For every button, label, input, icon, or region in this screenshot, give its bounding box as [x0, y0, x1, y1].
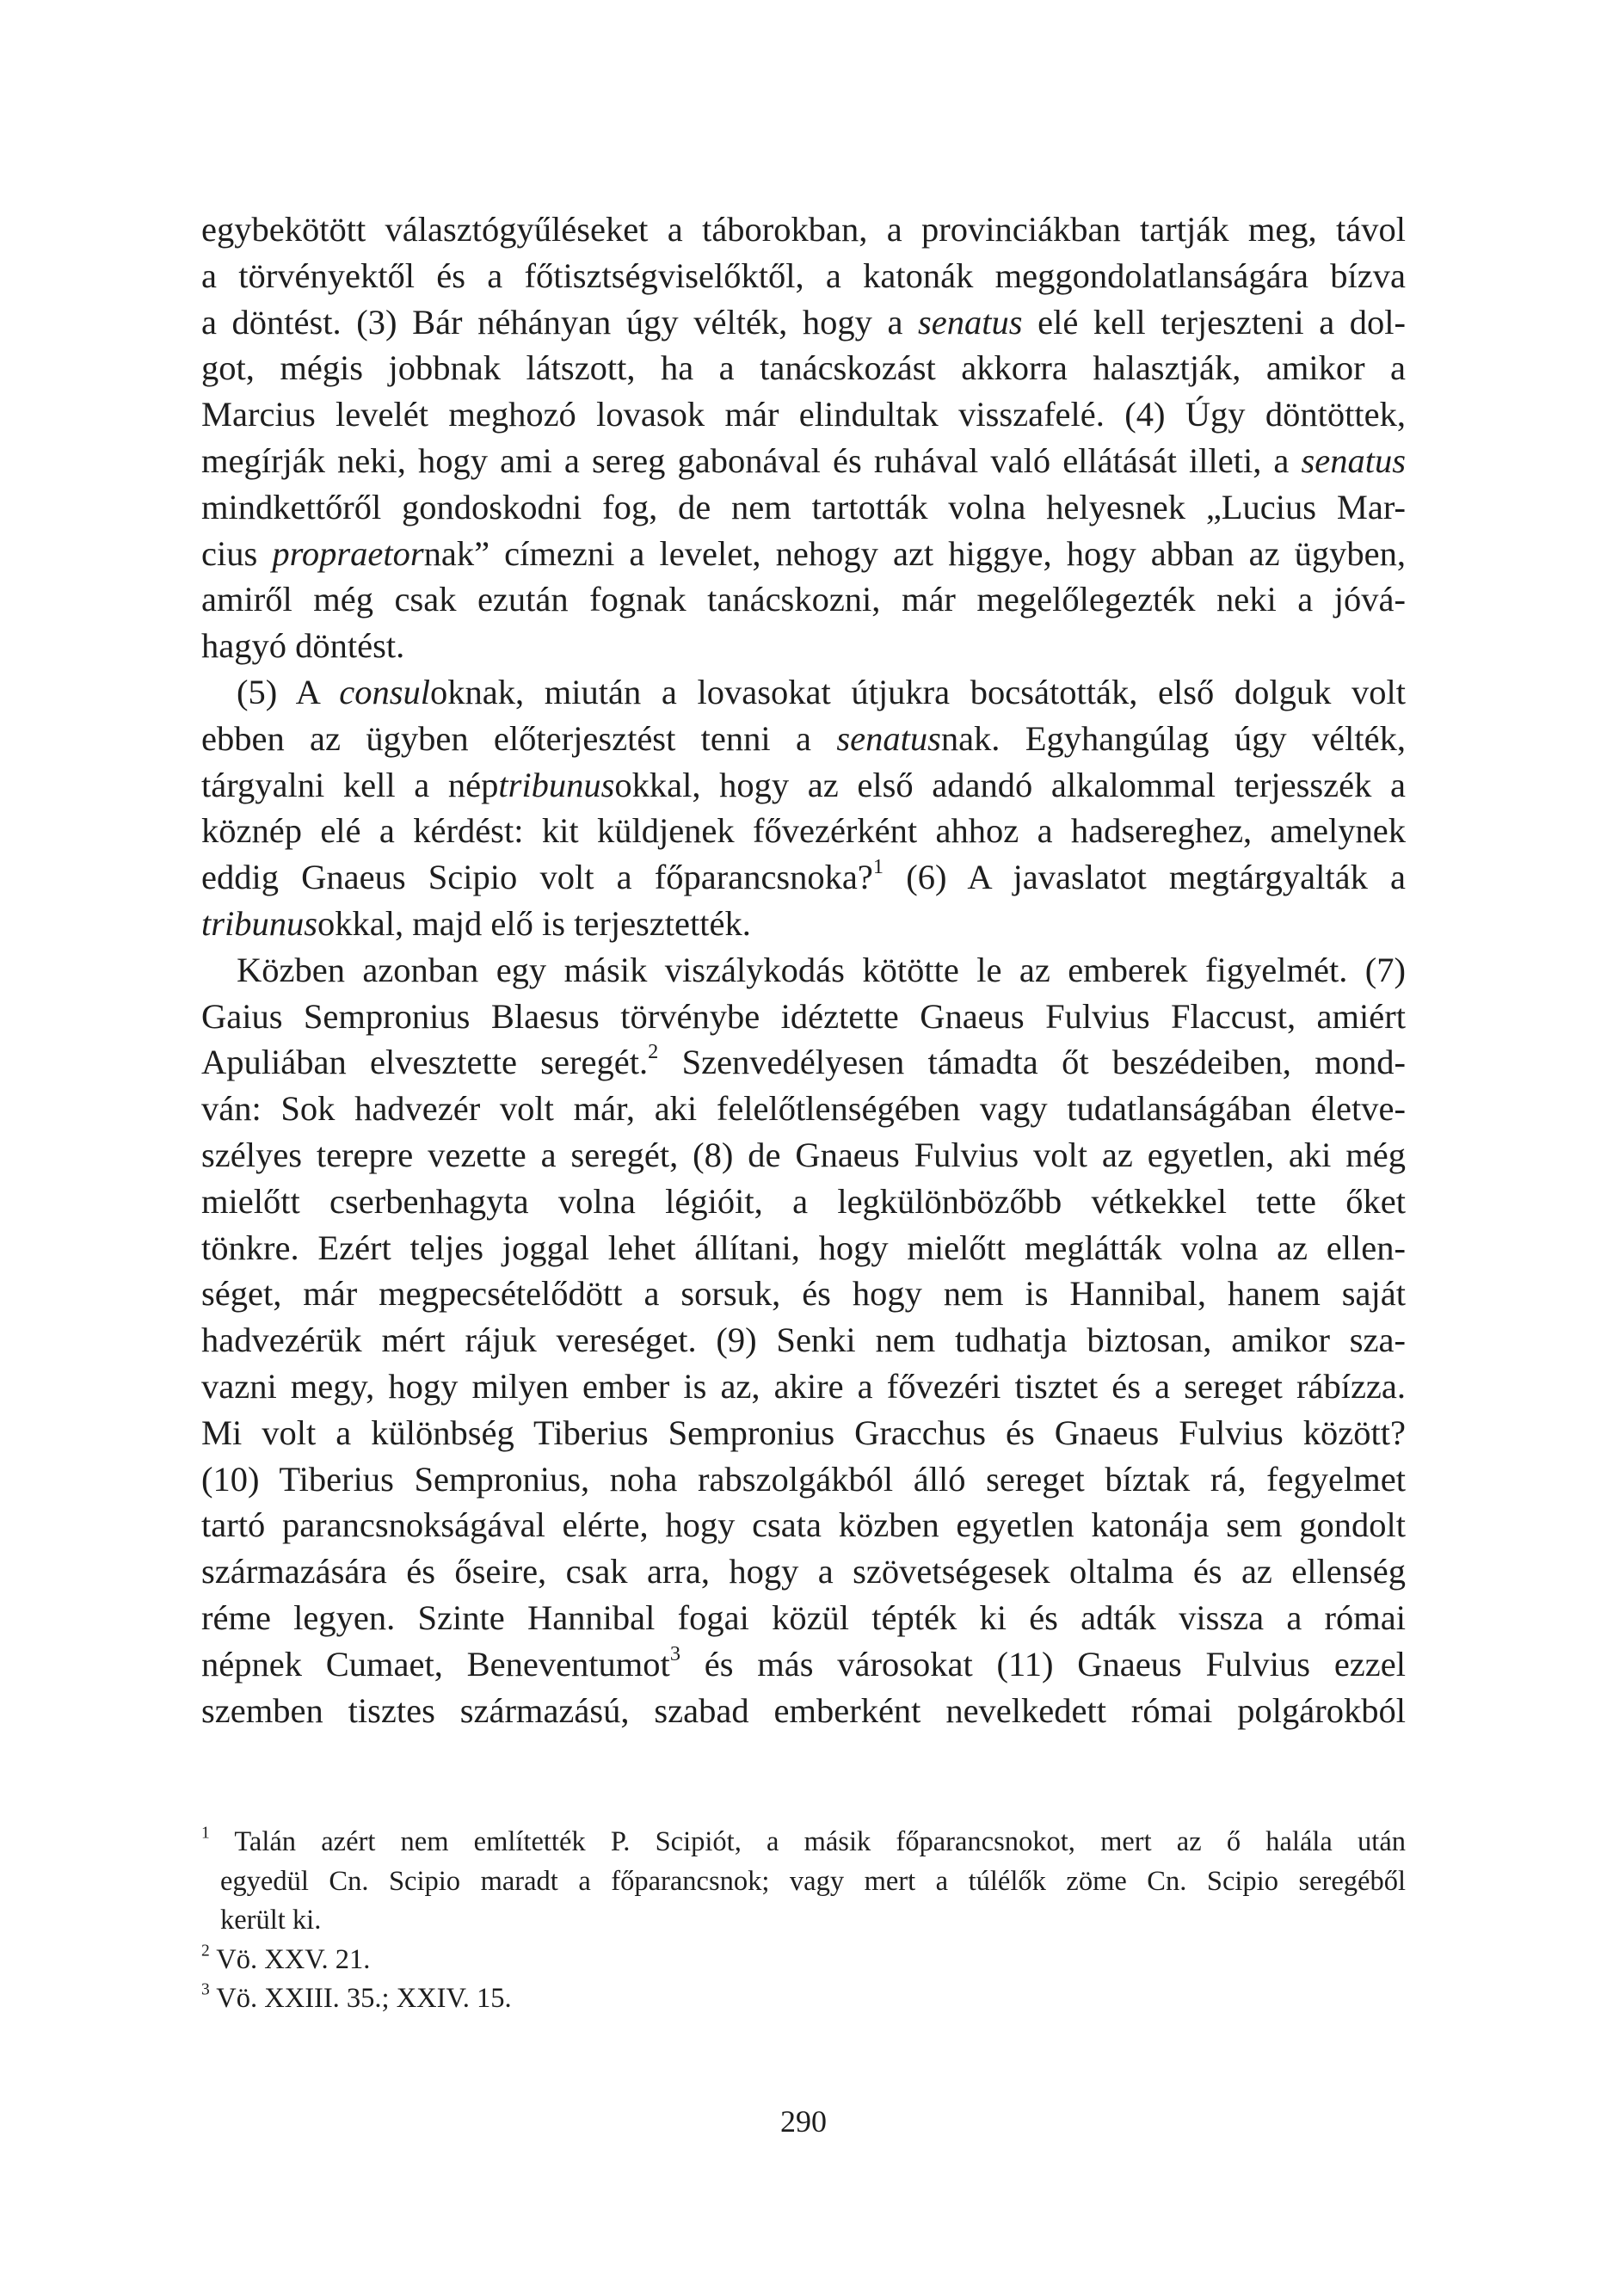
footnote-marker: 2 [201, 1941, 210, 1960]
body-line [201, 1410, 1406, 1456]
text-segment: Mi volt a különbség Tiberius Sempronius Gracchus és Gnaeus Fulvius között? [201, 1413, 1406, 1452]
footnote-line [201, 1979, 1406, 2019]
body-line [201, 1086, 1406, 1132]
text-segment: tárgyalni kell a nép [201, 765, 499, 804]
body-line [201, 1039, 1406, 1086]
text-segment: Közben azonban egy másik viszálykodás kötötte le az emberek figyelmét. (7) [237, 950, 1406, 989]
body-line [201, 484, 1406, 531]
text-segment: nak. Egyhangúlag úgy vélték, [940, 718, 1406, 758]
footnote-marker: 2 [648, 1040, 659, 1064]
body-line [201, 808, 1406, 854]
italic-term: tribunus [498, 765, 615, 804]
text-segment: hadvezérük mért rájuk vereséget. (9) Senki nem tudhatja biztosan, amikor sza- [201, 1320, 1406, 1360]
text-segment: Vö. XXIII. 35.; XXIV. 15. [209, 1983, 512, 2014]
text-segment: származására és őseire, csak arra, hogy a szövetségesek oltalma és az ellenség [201, 1552, 1406, 1591]
body-line [201, 531, 1406, 577]
body-line [201, 576, 1406, 623]
text-segment: köznép elé a kérdést: kit küldjenek fővezérként ahhoz a hadsereghez, amelynek [201, 811, 1406, 851]
text-segment: (6) A javaslatot megtárgyalták a [884, 858, 1406, 897]
body-line [201, 1317, 1406, 1363]
text-segment: okkal, majd elő is terjesztették. [317, 903, 751, 943]
italic-term: senatus [836, 718, 941, 758]
main-text [201, 206, 1406, 1733]
text-segment: Gaius Sempronius Blaesus törvénybe idéztette Gnaeus Fulvius Flaccust, amiért [201, 996, 1406, 1036]
text-segment: szélyes terepre vezette a seregét, (8) de Gnaeus Fulvius volt az egyetlen, aki még [201, 1135, 1406, 1174]
italic-term: consul [339, 672, 431, 711]
body-line [201, 206, 1406, 253]
footnote-marker: 3 [669, 1641, 680, 1665]
text-segment: egybekötött választógyűléseket a táborokban, a provinciákban tartják meg, távol [201, 210, 1406, 249]
body-line [201, 1548, 1406, 1595]
text-segment: mindkettőről gondoskodni fog, de nem tartották volna helyesnek „Lucius Mar- [201, 487, 1406, 526]
text-segment: Szenvedélyesen támadta őt beszédeiben, mond- [658, 1043, 1406, 1082]
text-segment: ebben az ügyben előterjesztést tenni a [201, 718, 837, 758]
text-segment: elé kell terjeszteni a dol- [1022, 302, 1407, 342]
body-line [201, 345, 1406, 391]
body-line [201, 253, 1406, 299]
footnote-line [201, 1941, 1406, 1980]
page-number: 290 [780, 2104, 827, 2139]
italic-term: tribunus [201, 903, 318, 943]
text-segment: okkal, hogy az első adandó alkalommal terjesszék a [614, 765, 1406, 804]
text-segment: megírják neki, hogy ami a sereg gabonával és ruhával való ellátását illeti, a [201, 440, 1302, 480]
text-segment: szemben tisztes származású, szabad emberként nevelkedett római polgárokból [201, 1690, 1406, 1730]
text-segment: Marcius levelét meghozó lovasok már elindultak visszafelé. (4) Úgy döntöttek, [201, 395, 1406, 434]
body-line [201, 762, 1406, 809]
footnote-marker: 1 [872, 854, 884, 878]
text-segment: tönkre. Ezért teljes joggal lehet állítani, hogy mielőtt meglátták volna az ellen- [201, 1228, 1406, 1267]
text-segment: a döntést. (3) Bár néhányan úgy vélték, hogy a [201, 302, 919, 342]
text-segment: oknak, miután a lovasokat útjukra bocsátották, első dolguk volt [430, 672, 1406, 711]
text-segment: és más városokat (11) Gnaeus Fulvius ezzel [680, 1644, 1406, 1684]
footnotes [201, 1823, 1406, 2019]
text-segment: amiről még csak ezután fognak tanácskozni, már megelőlegezték neki a jóvá- [201, 580, 1406, 619]
text-segment: Talán azért nem említették P. Scipiót, a másik főparancsnokot, mert az ő halála után [209, 1826, 1406, 1857]
text-segment: ván: Sok hadvezér volt már, aki felelőtlenségében vagy tudatlanságában életve- [201, 1089, 1406, 1129]
footnote-marker: 1 [201, 1824, 210, 1843]
footnote-line [201, 1862, 1406, 1902]
body-line [201, 1363, 1406, 1410]
text-segment: eddig Gnaeus Scipio volt a főparancsnoka? [201, 858, 873, 897]
text-segment: vazni megy, hogy milyen ember is az, akire a fővezéri tisztet és a sereget rábízza. [201, 1366, 1406, 1406]
body-line [201, 1132, 1406, 1179]
text-segment: került ki. [220, 1905, 322, 1936]
body-line [201, 1688, 1406, 1734]
footnote-marker: 3 [201, 1980, 210, 1999]
footnote-line [201, 1901, 1406, 1941]
text-segment: népnek Cumaet, Beneventumot [201, 1644, 670, 1684]
text-segment: (10) Tiberius Sempronius, noha rabszolgákból álló sereget bíztak rá, fegyelmet [201, 1459, 1406, 1499]
text-segment: séget, már megpecsételődött a sorsuk, és hogy nem is Hannibal, hanem saját [201, 1274, 1406, 1314]
text-segment: egyedül Cn. Scipio maradt a főparancsnok; vagy mert a túlélők zöme Cn. Scipio seregéből [220, 1865, 1406, 1897]
body-line [201, 1641, 1406, 1688]
body-line [201, 438, 1406, 484]
text-segment: got, mégis jobbnak látszott, ha a tanácskozást akkorra halasztják, amikor a [201, 348, 1406, 388]
text-segment: réme legyen. Szinte Hannibal fogai közül tépték ki és adták vissza a római [201, 1597, 1406, 1637]
text-segment: tartó parancsnokságával elérte, hogy csata közben egyetlen katonája sem gondolt [201, 1505, 1406, 1545]
text-segment: hagyó döntést. [201, 626, 405, 666]
body-line [201, 1595, 1406, 1641]
body-line [201, 623, 1406, 669]
text-segment: Vö. XXV. 21. [209, 1943, 371, 1975]
text-segment: cius [201, 533, 273, 573]
body-line [201, 391, 1406, 438]
body-line [201, 299, 1406, 346]
text-segment: nak” címezni a levelet, nehogy azt higgye, hogy abban az ügyben, [423, 533, 1406, 573]
footnote-line [201, 1823, 1406, 1862]
body-line [201, 669, 1406, 716]
body-line [201, 1225, 1406, 1271]
text-segment: (5) A [237, 672, 340, 711]
body-line [201, 854, 1406, 901]
italic-term: senatus [918, 302, 1023, 342]
body-line [201, 1271, 1406, 1317]
body-line [201, 1502, 1406, 1548]
body-line [201, 716, 1406, 762]
body-line [201, 1456, 1406, 1503]
text-segment: Apuliában elvesztette seregét. [201, 1043, 649, 1082]
body-line [201, 947, 1406, 994]
body-line [201, 994, 1406, 1040]
italic-term: propraetor [272, 533, 424, 573]
text-segment: a törvényektől és a főtisztségviselőktől, a katonák meggondolatlanságára bízva [201, 255, 1406, 295]
body-line [201, 1179, 1406, 1225]
italic-term: senatus [1301, 440, 1406, 480]
text-segment: mielőtt cserbenhagyta volna légióit, a legkülönbözőbb vétkekkel tette őket [201, 1181, 1406, 1221]
body-line [201, 901, 1406, 947]
